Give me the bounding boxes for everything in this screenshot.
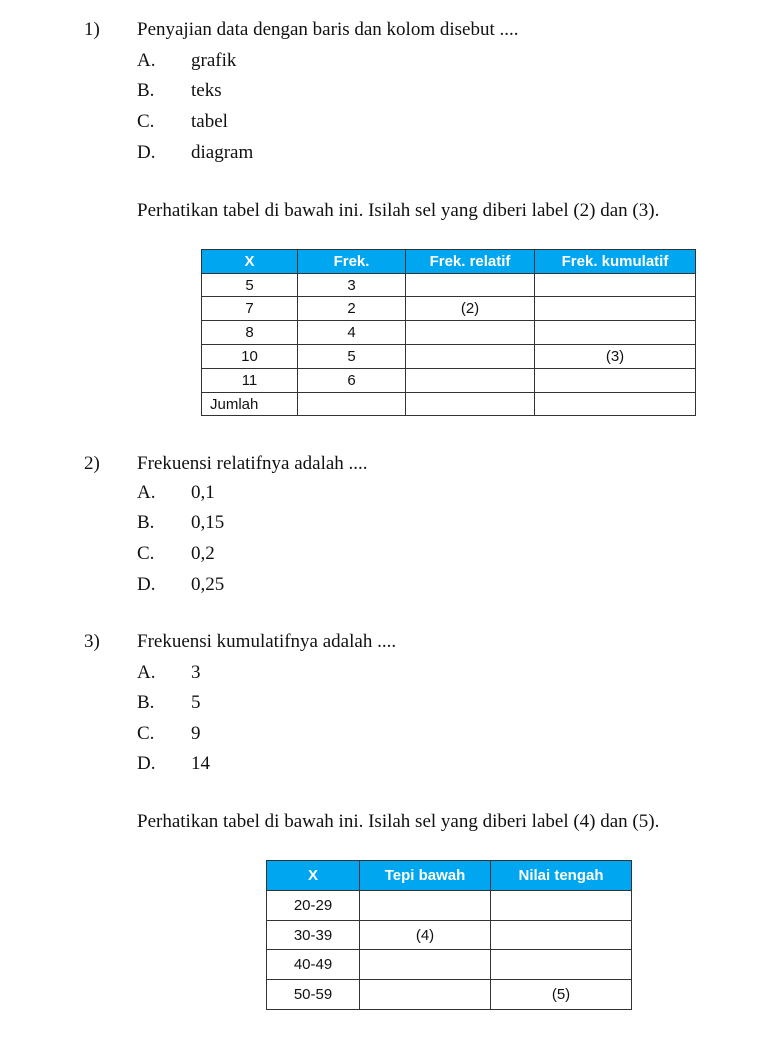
label-2-cell: (2)	[406, 297, 535, 321]
table-cell: 7	[202, 297, 298, 321]
table-cell: 30-39	[267, 921, 360, 950]
option-letter: C.	[137, 723, 155, 744]
header-nilai-tengah: Nilai tengah	[491, 861, 632, 891]
option-text: 0,25	[191, 574, 225, 595]
option-text: diagram	[191, 142, 254, 163]
table-row	[267, 921, 632, 950]
header-frek-relatif: Frek. relatif	[406, 250, 535, 274]
table-row	[202, 297, 696, 321]
table-row	[202, 321, 696, 345]
table-cell	[406, 345, 535, 369]
table-cell: 50-59	[267, 980, 360, 1010]
header-x: X	[202, 250, 298, 274]
table-cell	[491, 921, 632, 950]
table-cell	[491, 950, 632, 980]
option-text: 3	[191, 662, 201, 683]
table-cell	[535, 369, 696, 393]
table-cell	[406, 393, 535, 416]
label-3-cell: (3)	[535, 345, 696, 369]
class-interval-table	[266, 860, 632, 1010]
option-text: tabel	[191, 111, 228, 132]
table-row	[202, 369, 696, 393]
table-header-row	[267, 861, 632, 891]
option-letter: A.	[137, 662, 156, 683]
table-cell: 2	[298, 297, 406, 321]
table-cell	[535, 297, 696, 321]
table-cell: 5	[298, 345, 406, 369]
header-tepi-bawah: Tepi bawah	[360, 861, 491, 891]
table-cell	[360, 950, 491, 980]
question-2-number: 2)	[84, 453, 100, 474]
question-1-number: 1)	[84, 19, 100, 40]
option-letter: B.	[137, 80, 155, 101]
option-letter: A.	[137, 482, 156, 503]
table-cell: 5	[202, 274, 298, 297]
table-row	[267, 950, 632, 980]
question-3-number: 3)	[84, 631, 100, 652]
option-text: 0,2	[191, 543, 215, 564]
option-text: teks	[191, 80, 222, 101]
table-cell: 40-49	[267, 950, 360, 980]
option-letter: B.	[137, 512, 155, 533]
table-cell	[535, 393, 696, 416]
total-label-cell: Jumlah	[202, 393, 298, 416]
header-frek-kumulatif: Frek. kumulatif	[535, 250, 696, 274]
option-letter: C.	[137, 543, 155, 564]
option-letter: D.	[137, 574, 156, 595]
table-row	[202, 345, 696, 369]
table-cell	[406, 274, 535, 297]
question-3-text: Frekuensi kumulatifnya adalah ....	[137, 631, 397, 652]
option-text: 9	[191, 723, 201, 744]
frequency-table	[201, 249, 696, 416]
table-cell	[535, 274, 696, 297]
table-cell: 11	[202, 369, 298, 393]
table-row	[267, 980, 632, 1010]
table-row	[267, 891, 632, 921]
instruction-1: Perhatikan tabel di bawah ini. Isilah sel yang diberi label (2) dan (3).	[137, 200, 660, 221]
table-header-row	[202, 250, 696, 274]
table-cell	[535, 321, 696, 345]
table-cell	[491, 891, 632, 921]
option-text: 0,15	[191, 512, 225, 533]
table-cell	[360, 891, 491, 921]
instruction-2: Perhatikan tabel di bawah ini. Isilah sel yang diberi label (4) dan (5).	[137, 811, 660, 832]
option-letter: D.	[137, 142, 156, 163]
table-cell: 10	[202, 345, 298, 369]
table-cell	[406, 369, 535, 393]
question-1-text: Penyajian data dengan baris dan kolom disebut ....	[137, 19, 519, 40]
option-text: 0,1	[191, 482, 215, 503]
option-letter: D.	[137, 753, 156, 774]
table-cell	[360, 980, 491, 1010]
table-cell	[298, 393, 406, 416]
table-row-total	[202, 393, 696, 416]
option-text: grafik	[191, 50, 237, 71]
label-5-cell: (5)	[491, 980, 632, 1010]
option-text: 14	[191, 753, 210, 774]
table-cell: 8	[202, 321, 298, 345]
option-letter: B.	[137, 692, 155, 713]
table-cell: 6	[298, 369, 406, 393]
option-text: 5	[191, 692, 201, 713]
label-4-cell: (4)	[360, 921, 491, 950]
table-cell: 3	[298, 274, 406, 297]
table-cell	[406, 321, 535, 345]
option-letter: A.	[137, 50, 156, 71]
header-frek: Frek.	[298, 250, 406, 274]
table-row	[202, 274, 696, 297]
table-cell: 4	[298, 321, 406, 345]
header-x: X	[267, 861, 360, 891]
question-2-text: Frekuensi relatifnya adalah ....	[137, 453, 368, 474]
table-cell: 20-29	[267, 891, 360, 921]
option-letter: C.	[137, 111, 155, 132]
